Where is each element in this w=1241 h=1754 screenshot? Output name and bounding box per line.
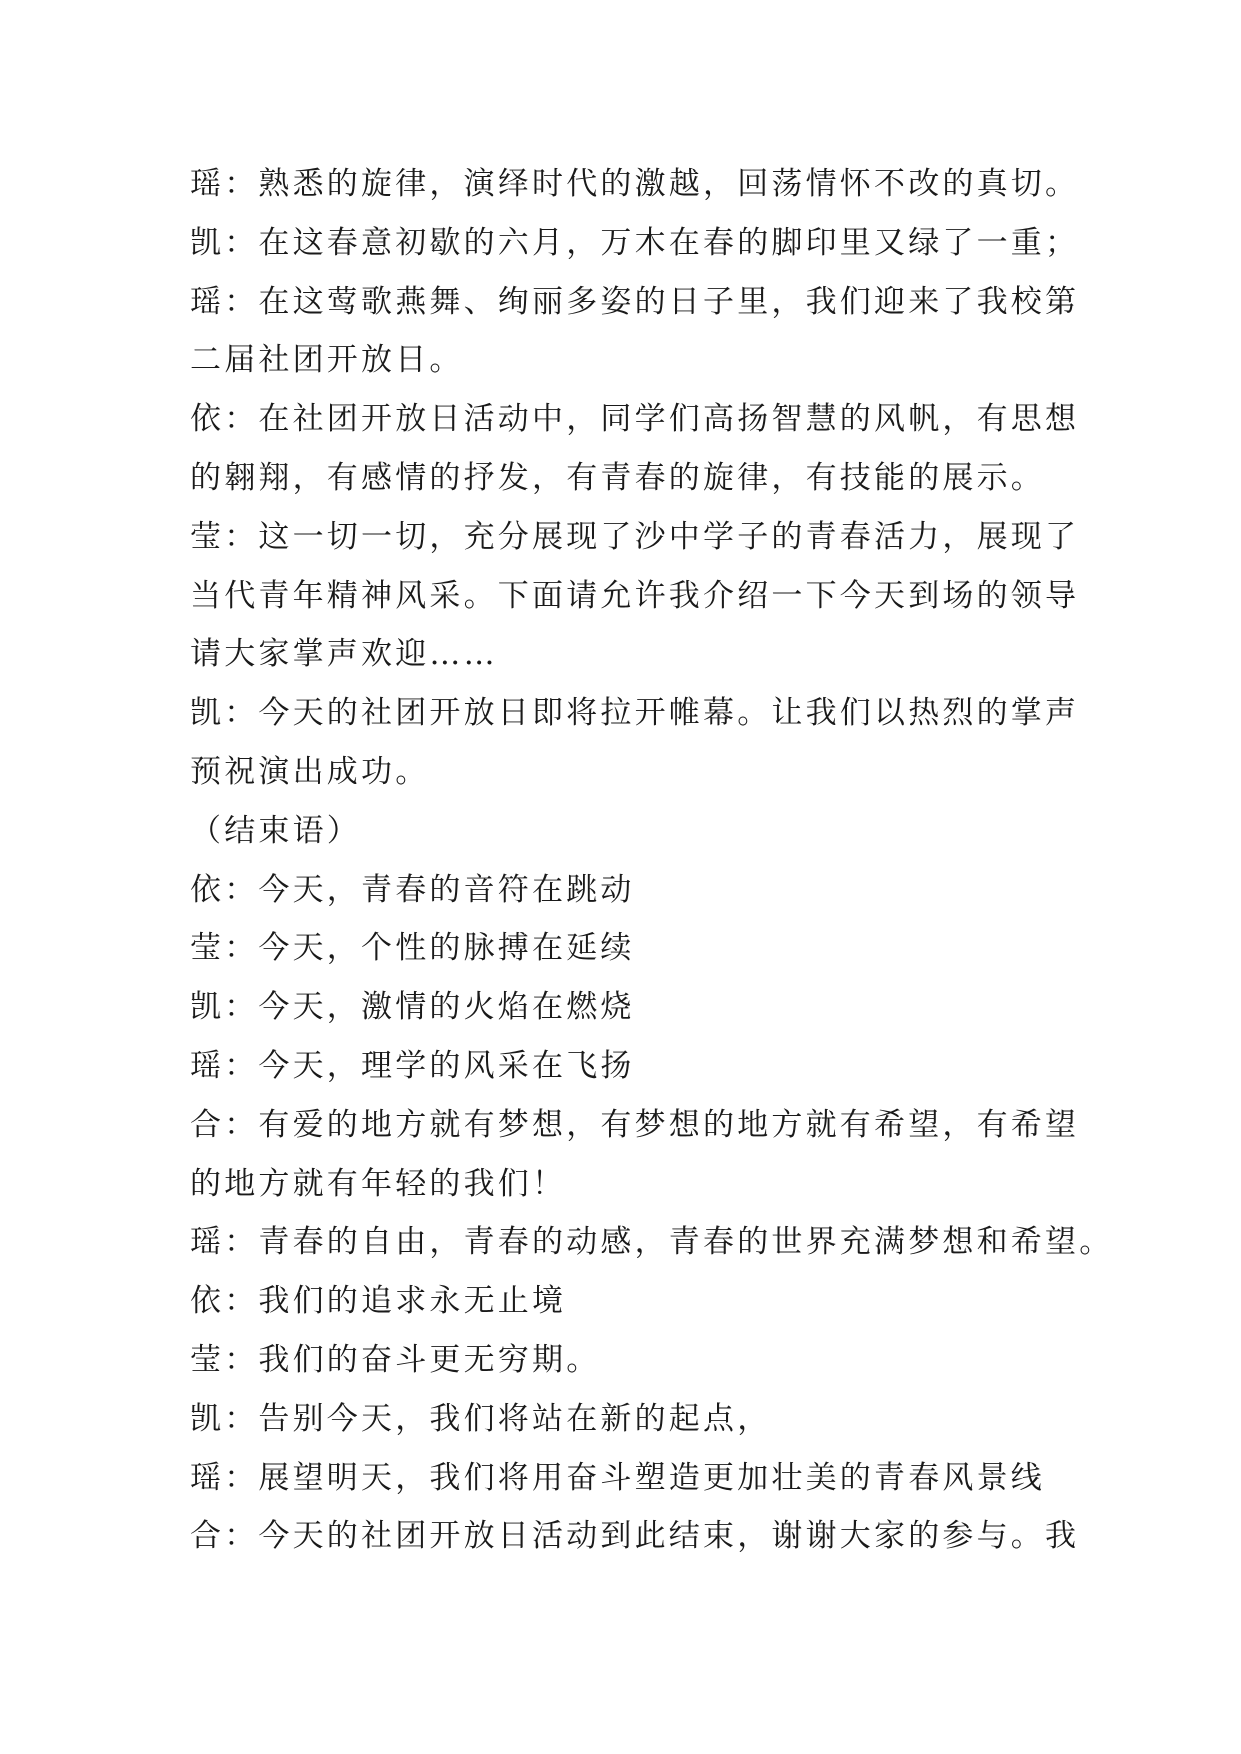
text-line: 依：在社团开放日活动中，同学们高扬智慧的风帆，有思想 [190, 401, 1080, 438]
text-line: 预祝演出成功。 [190, 753, 430, 790]
text-line: 当代青年精神风采。下面请允许我介绍一下今天到场的领导 [190, 577, 1080, 614]
text-line: 的地方就有年轻的我们！ [190, 1165, 567, 1202]
text-line: 合：有爱的地方就有梦想，有梦想的地方就有希望，有希望 [190, 1106, 1080, 1143]
script-text-block [190, 155, 1114, 1566]
text-line: 请大家掌声欢迎…… [190, 636, 498, 673]
text-line: 依：我们的追求永无止境 [190, 1283, 567, 1320]
text-line: 瑶：青春的自由，青春的动感，青春的世界充满梦想和希望。 [190, 1224, 1114, 1261]
text-line: 的翱翔，有感情的抒发，有青春的旋律，有技能的展示。 [190, 459, 1045, 496]
text-line: 凯：今天的社团开放日即将拉开帷幕。让我们以热烈的掌声 [190, 695, 1080, 732]
text-line: 瑶：今天，理学的风采在飞扬 [190, 1047, 635, 1084]
text-line: 莹：我们的奋斗更无穷期。 [190, 1341, 601, 1378]
text-line: 凯：今天，激情的火焰在燃烧 [190, 989, 635, 1026]
text-line: 瑶：在这莺歌燕舞、绚丽多姿的日子里，我们迎来了我校第 [190, 283, 1080, 320]
section-heading: （结束语） [190, 812, 361, 849]
text-line: 瑶：展望明天，我们将用奋斗塑造更加壮美的青春风景线 [190, 1459, 1045, 1496]
text-line: 莹：这一切一切，充分展现了沙中学子的青春活力，展现了 [190, 518, 1080, 555]
text-line: 莹：今天，个性的脉搏在延续 [190, 930, 635, 967]
text-line: 合：今天的社团开放日活动到此结束，谢谢大家的参与。我 [190, 1518, 1080, 1555]
text-line: 瑶：熟悉的旋律，演绎时代的激越，回荡情怀不改的真切。 [190, 166, 1080, 202]
text-line: 凯：告别今天，我们将站在新的起点， [190, 1400, 772, 1437]
text-line: 二届社团开放日。 [190, 342, 464, 379]
text-line: 依：今天，青春的音符在跳动 [190, 871, 635, 908]
text-line: 凯：在这春意初歇的六月，万木在春的脚印里又绿了一重； [190, 224, 1080, 261]
